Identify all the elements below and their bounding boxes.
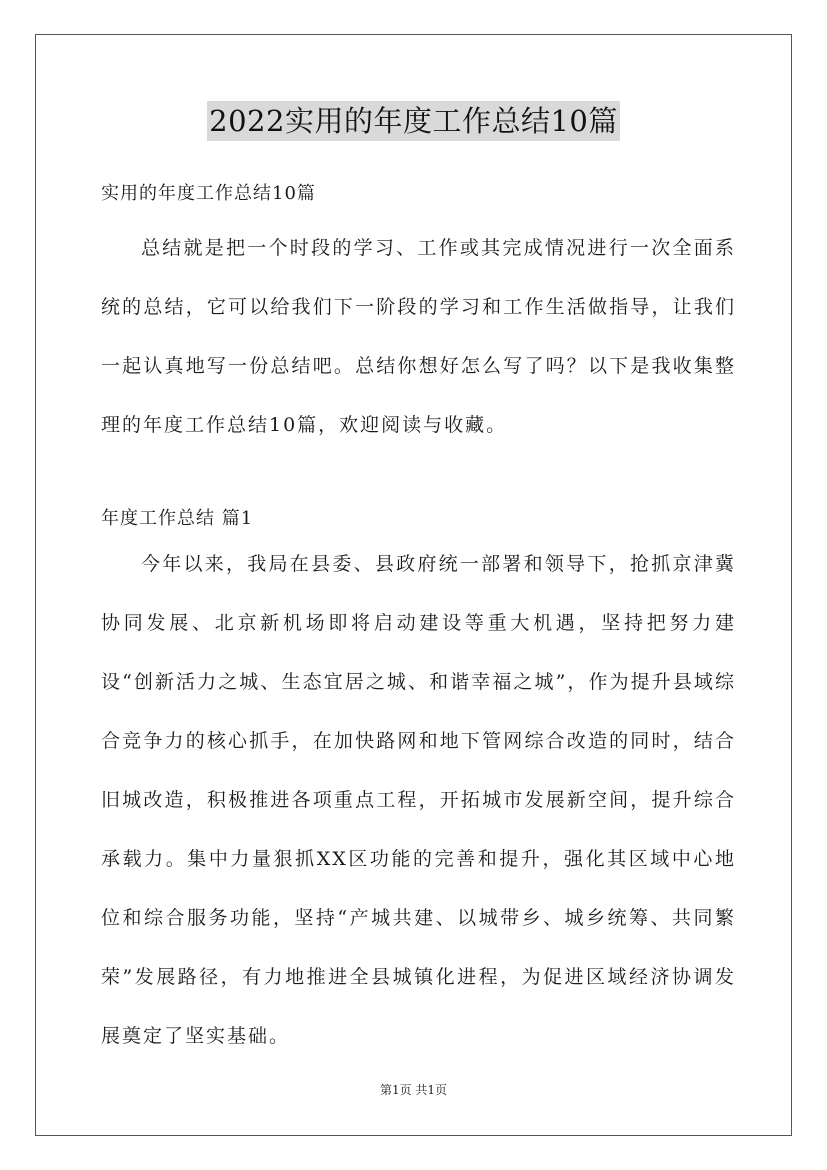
document-subtitle: 实用的年度工作总结10篇: [101, 183, 316, 204]
intro-paragraph: 总结就是把一个时段的学习、工作或其完成情况进行一次全面系统的总结，它可以给我们下一阶段的学习和工作生活做指导，让我们一起认真地写一份总结吧。总结你想好怎么写了吗？以下是我收集整理的年度工作总结10篇，欢迎阅读与收藏。: [101, 237, 736, 436]
document-title: 2022实用的年度工作总结10篇: [207, 101, 620, 141]
section-body-paragraph: 今年以来，我局在县委、县政府统一部署和领导下，抢抓京津冀协同发展、北京新机场即将启动建设等重大机遇，坚持把努力建设“创新活力之城、生态宜居之城、和谐幸福之城”，作为提升县域综合竞争力的核心抓手，在加快路网和地下管网综合改造的同时，结合旧城改造，积极推进各项重点工程，开拓城市发展新空间，提升综合承载力。集中力量狠抓XX区功能的完善和提升，强化其区域中心地位和综合服务功能，坚持“产城共建、以城带乡、城乡统筹、共同繁荣”发展路径，有力地推进全县城镇化进程，为促进区域经济协调发展奠定了坚实基础。: [101, 553, 736, 1047]
page-footer: 第1页 共1页: [379, 1083, 448, 1097]
title-container: [0, 101, 827, 141]
section-heading: 年度工作总结 篇1: [101, 508, 254, 529]
